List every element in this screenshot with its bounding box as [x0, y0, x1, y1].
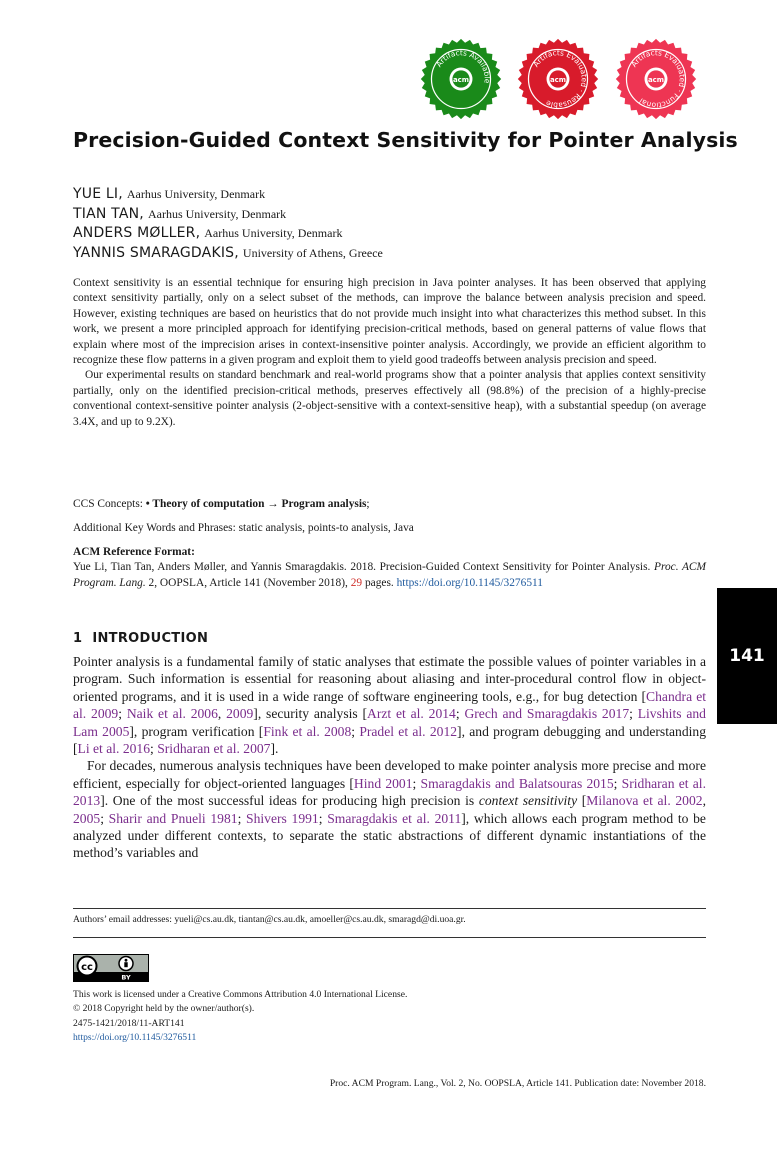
issn-line: 2475-1421/2018/11-ART141 [73, 1017, 185, 1029]
badge-seal-icon [615, 38, 697, 120]
author-entry [73, 243, 713, 263]
body-text: Pointer analysis is a fundamental family of static analyses that estimate the possible values of pointer variables in a program. Such information is essential for reasoning about aliasing and inter-procedural control flow in object-oriented programs, and it is used in a wide range of software engineering tools, e.g., for bug detection [ [73, 654, 706, 704]
citation-link[interactable]: Arzt et al. 2014 [367, 706, 456, 722]
author-name: YUE LI, [73, 186, 123, 202]
author-entry [73, 204, 713, 224]
body-text: ], which allows each program method to be analyzed under different contexts, to separate the static abstractions of different dynamic instantiations of the method’s variables and [73, 810, 706, 861]
citation-link[interactable]: Sharir and Pnueli 1981 [108, 810, 238, 826]
author-affiliation: Aarhus University, Denmark [204, 226, 343, 240]
paper-title: Precision-Guided Context Sensitivity for Pointer Analysis [73, 128, 738, 152]
author-name: YANNIS SMARAGDAKIS, [73, 244, 239, 261]
artifacts-available-badge [420, 38, 502, 120]
ccs-label: CCS Concepts: [73, 498, 146, 510]
citation-link[interactable]: Fink et al. 2008 [263, 723, 352, 739]
article-number-tab: 141 [717, 588, 777, 724]
body-text: ; [118, 706, 127, 722]
body-text: For decades, numerous analysis techniques have been developed to make pointer analysis more precise and more efficient, especially for object-oriented languages [ [73, 758, 706, 791]
body-text: , [217, 706, 227, 722]
body-text: ], and program debugging and understanding [ [73, 723, 706, 757]
citation-link[interactable]: Milanova et al. 2002 [586, 793, 703, 809]
body-text: [ [577, 793, 587, 809]
citation-link[interactable]: 2009 [226, 706, 254, 722]
author-email-footnote: Authors’ email addresses: yueli@cs.au.dk, tiantan@cs.au.dk, amoeller@cs.au.dk, smaragd@di.uoa.gr. [73, 914, 466, 925]
page-footer: Proc. ACM Program. Lang., Vol. 2, No. OOPSLA, Article 141. Publication date: November 2018. [329, 1078, 706, 1089]
artifact-badges [420, 38, 705, 120]
citation-link[interactable]: 2005 [73, 810, 101, 826]
author-entry [73, 184, 713, 204]
reference-text: pages. [362, 576, 397, 589]
badge-label: Artifacts Evaluated · Reusable [531, 48, 589, 110]
reference-doi-link[interactable]: https://doi.org/10.1145/3276511 [396, 576, 543, 589]
keywords: Additional Key Words and Phrases: static analysis, points-to analysis, Java [73, 522, 414, 534]
abstract-paragraph: Context sensitivity is an essential technique for ensuring high precision in Java pointer analyses. It has been observed that applying context sensitivity partially, only on a select subset of the methods, can improve the balance between analysis precision and speed. However, existing techniques are based on heuristics that do not provide much insight into what characterizes this method subset. In this work, we present a more principled approach for identifying precision-critical methods, based on general patterns of value flows that explain where most of the imprecision arises in context-insensitive pointer analysis. Accordingly, we provide an efficient algorithm to recognize these flow patterns in a given program and exploit them to yield good tradeoffs between analysis precision and speed. [73, 277, 706, 367]
citation-link[interactable]: Smaragdakis and Balatsouras 2015 [420, 775, 614, 791]
citation-link[interactable]: Li et al. 2016 [77, 741, 151, 757]
intro-paragraph [73, 653, 706, 757]
body-text: , [702, 793, 706, 809]
copyright-line: © 2018 Copyright held by the owner/author(s). [73, 1003, 255, 1015]
citation-link[interactable]: Naik et al. 2006 [126, 706, 218, 722]
cc-by-license-badge[interactable] [73, 954, 149, 982]
intro-paragraph [73, 757, 706, 861]
acm-reference-format [73, 545, 706, 591]
license-doi-link[interactable]: https://doi.org/10.1145/3276511 [73, 1032, 197, 1044]
reference-text: Yue Li, Tian Tan, Anders Møller, and Yannis Smaragdakis. 2018. Precision-Guided Context Sensitivity for Pointer Analysis. [73, 561, 654, 574]
badge-label: Artifacts Available [434, 48, 492, 84]
abstract-paragraph: Our experimental results on standard benchmark and real-world programs show that a pointer analysis that applies context sensitivity partially, only on the identified precision-critical methods, preserves effectively all (98.8%) of the precision of a highly-precise conventional context-sensitive pointer analysis (2-object-sensitive with a context-sensitive heap), with a substantial speedup (on average 3.4X, and up to 9.2X). [73, 369, 706, 428]
body-text: ; [100, 810, 109, 826]
section-number: 1 [73, 631, 83, 646]
body-text: ; [237, 810, 247, 826]
citation-link[interactable]: Pradel et al. 2012 [359, 723, 458, 739]
author-affiliation: Aarhus University, Denmark [147, 206, 287, 221]
author-name: ANDERS MØLLER, [73, 225, 201, 241]
body-text: ; [351, 723, 360, 739]
section-title: INTRODUCTION [92, 631, 209, 646]
artifacts-functional-badge [615, 38, 697, 120]
body-text: ], security analysis [ [253, 706, 368, 722]
citation-link[interactable]: Shivers 1991 [246, 810, 319, 826]
abstract [73, 276, 706, 430]
body-text: ; [150, 741, 158, 757]
acm-logo-text: acm [549, 75, 567, 84]
citation-link[interactable]: Grech and Smaragdakis 2017 [464, 706, 630, 722]
author-affiliation: Aarhus University, Denmark [126, 187, 266, 201]
body-text: ; [412, 775, 421, 791]
author-name: TIAN TAN, [73, 205, 144, 222]
acm-logo-text: acm [452, 75, 470, 84]
footnote-rule [73, 908, 706, 909]
body-text: ], program verification [ [129, 723, 264, 739]
ccs-end: ; [366, 498, 370, 510]
cc-logo-text: cc [81, 962, 93, 973]
body-text: ; [613, 775, 622, 791]
author-entry [73, 223, 713, 243]
author-affiliation: University of Athens, Greece [242, 245, 383, 260]
reference-venue: Proc. ACM Program. Lang. [73, 561, 706, 589]
badge-seal-icon [420, 38, 502, 120]
citation-link[interactable]: Sridharan et al. 2013 [73, 775, 706, 809]
emphasis-text: context sensitivity [478, 793, 578, 809]
citation-link[interactable]: Hind 2001 [353, 775, 413, 791]
body-text: ; [455, 706, 465, 722]
citation-link[interactable]: Livshits and Lam 2005 [73, 706, 706, 739]
acm-logo-text: acm [647, 75, 665, 84]
reference-page-count-link[interactable]: 29 [350, 576, 363, 589]
body-text: ; [629, 706, 638, 722]
citation-link[interactable]: Chandra et al. 2009 [73, 688, 706, 722]
artifacts-reusable-badge [517, 38, 599, 120]
introduction-body [73, 653, 706, 862]
footnote-bottom-rule [73, 937, 706, 938]
badge-seal-icon [517, 38, 599, 120]
body-text: ]. [270, 741, 279, 757]
citation-link[interactable]: Sridharan et al. 2007 [157, 741, 271, 757]
license-line: This work is licensed under a Creative Commons Attribution 4.0 International License. [73, 989, 408, 1000]
section-heading [73, 631, 208, 646]
badge-label: Artifacts Evaluated · Functional [629, 48, 687, 110]
ccs-value: • Theory of computation → Program analysis [145, 498, 367, 510]
ccs-concepts [73, 497, 706, 512]
reference-heading: ACM Reference Format: [73, 546, 195, 558]
citation-link[interactable]: Smaragdakis et al. 2011 [327, 810, 462, 826]
author-list [73, 184, 713, 262]
body-text: ]. One of the most successful ideas for producing high precision is [100, 793, 479, 809]
license-block [73, 988, 407, 1046]
by-label: BY [121, 973, 131, 981]
body-text: ; [318, 810, 328, 826]
reference-text: 2, OOPSLA, Article 141 (November 2018), [145, 576, 351, 589]
